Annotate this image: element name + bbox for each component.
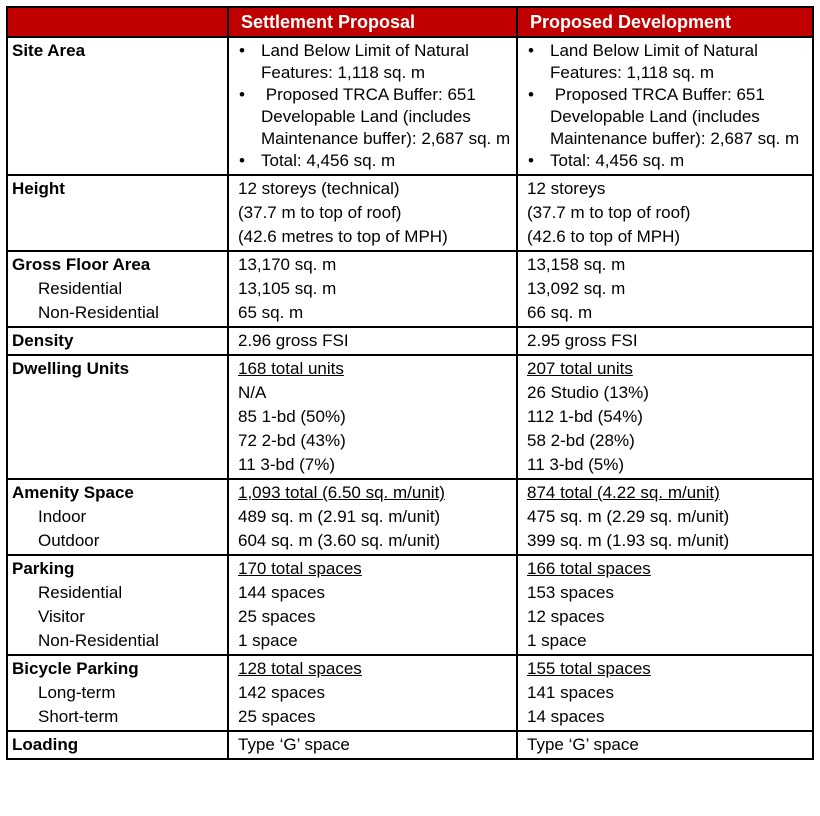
bullet-item: • Proposed TRCA Buffer: 651 Developable Land (includes Maintenance buffer): 2,687 sq. m (518, 84, 808, 150)
label-cell (8, 478, 229, 554)
value-line: 85 1-bd (50%) (238, 407, 346, 426)
table-row-dwelling-units (8, 354, 812, 478)
value-line-total: 874 total (4.22 sq. m/unit) (527, 483, 720, 502)
value-line: Type ‘G’ space (238, 735, 350, 754)
value-line: 11 3-bd (7%) (238, 455, 336, 474)
table-row-bicycle-parking (8, 654, 812, 730)
value-line: 25 spaces (238, 607, 316, 626)
value-line-total: 155 total spaces (527, 659, 651, 678)
table-row-parking (8, 554, 812, 654)
value-line-total: 168 total units (238, 359, 344, 378)
sub-label: Outdoor (38, 531, 100, 550)
proposed-cell (518, 654, 812, 730)
bullet-item: • Land Below Limit of Natural Features: 1,118 sq. m (518, 40, 808, 84)
table-row-site-area (8, 36, 812, 174)
settlement-cell (229, 478, 518, 554)
value-line: 153 spaces (527, 583, 614, 602)
settlement-cell (229, 730, 518, 758)
label-cell (8, 354, 229, 478)
row-label: Gross Floor Area (12, 255, 151, 274)
table-row-height (8, 174, 812, 250)
row-label: Site Area (12, 41, 86, 60)
label-cell (8, 250, 229, 326)
value-line: 13,105 sq. m (238, 279, 337, 298)
value-line: 475 sq. m (2.29 sq. m/unit) (527, 507, 730, 526)
sub-label: Residential (38, 279, 123, 298)
value-line: 65 sq. m (238, 303, 304, 322)
label-cell (8, 174, 229, 250)
value-line: 2.95 gross FSI (527, 331, 638, 350)
sub-label: Long-term (38, 683, 116, 702)
label-cell (8, 326, 229, 354)
header-proposed-development: Proposed Development (518, 8, 812, 36)
value-line: 13,158 sq. m (527, 255, 626, 274)
table-header-row (8, 8, 812, 36)
proposed-cell (518, 326, 812, 354)
value-line: 399 sq. m (1.93 sq. m/unit) (527, 531, 730, 550)
header-blank-cell (8, 8, 229, 36)
value-line: 142 spaces (238, 683, 325, 702)
settlement-cell (229, 654, 518, 730)
value-line-total: 207 total units (527, 359, 633, 378)
settlement-cell (229, 326, 518, 354)
value-line: 12 storeys (technical) (238, 179, 400, 198)
value-line: (42.6 to top of MPH) (527, 227, 681, 246)
value-line: 13,092 sq. m (527, 279, 626, 298)
settlement-bullet-list (229, 40, 512, 172)
value-line: 112 1-bd (54%) (527, 407, 643, 426)
bullet-item: • Proposed TRCA Buffer: 651 Developable Land (includes Maintenance buffer): 2,687 sq. m (229, 84, 512, 150)
value-line: 12 storeys (527, 179, 606, 198)
settlement-cell (229, 354, 518, 478)
label-cell (8, 554, 229, 654)
value-line-total: 166 total spaces (527, 559, 651, 578)
label-cell (8, 654, 229, 730)
sub-label: Non-Residential (38, 631, 159, 650)
settlement-cell (229, 250, 518, 326)
proposed-cell (518, 174, 812, 250)
table-row-gross-floor-area (8, 250, 812, 326)
sub-label: Non-Residential (38, 303, 159, 322)
value-line: Type ‘G’ space (527, 735, 639, 754)
settlement-cell (229, 36, 518, 174)
sub-label: Indoor (38, 507, 87, 526)
row-label: Dwelling Units (12, 359, 130, 378)
value-line: 12 spaces (527, 607, 605, 626)
proposed-cell (518, 554, 812, 654)
value-line: 144 spaces (238, 583, 325, 602)
value-line: N/A (238, 383, 267, 402)
value-line: 1 space (238, 631, 298, 650)
label-cell (8, 730, 229, 758)
value-line: 13,170 sq. m (238, 255, 337, 274)
value-line: 489 sq. m (2.91 sq. m/unit) (238, 507, 441, 526)
bullet-item: • Total: 4,456 sq. m (229, 150, 512, 172)
row-label: Loading (12, 735, 79, 754)
value-line-total: 128 total spaces (238, 659, 362, 678)
table-row-amenity-space (8, 478, 812, 554)
value-line-total: 1,093 total (6.50 sq. m/unit) (238, 483, 445, 502)
table-row-density (8, 326, 812, 354)
header-settlement-proposal: Settlement Proposal (229, 8, 518, 36)
label-cell (8, 36, 229, 174)
value-line: 58 2-bd (28%) (527, 431, 635, 450)
bullet-item: • Total: 4,456 sq. m (518, 150, 808, 172)
value-line: (37.7 m to top of roof) (527, 203, 691, 222)
value-line: 604 sq. m (3.60 sq. m/unit) (238, 531, 441, 550)
proposed-bullet-list (518, 40, 808, 172)
value-line: 141 spaces (527, 683, 614, 702)
value-line: 14 spaces (527, 707, 605, 726)
sub-label: Short-term (38, 707, 119, 726)
row-label: Bicycle Parking (12, 659, 139, 678)
table-row-loading (8, 730, 812, 758)
value-line: 26 Studio (13%) (527, 383, 649, 402)
proposed-cell (518, 354, 812, 478)
proposed-cell (518, 730, 812, 758)
value-line: 1 space (527, 631, 587, 650)
sub-label: Visitor (38, 607, 85, 626)
settlement-cell (229, 174, 518, 250)
proposed-cell (518, 478, 812, 554)
value-line: 11 3-bd (5%) (527, 455, 625, 474)
row-label: Height (12, 179, 65, 198)
value-line: 66 sq. m (527, 303, 593, 322)
proposed-cell (518, 36, 812, 174)
bullet-item: • Land Below Limit of Natural Features: 1,118 sq. m (229, 40, 512, 84)
proposed-cell (518, 250, 812, 326)
value-line: (37.7 m to top of roof) (238, 203, 402, 222)
row-label: Density (12, 331, 74, 350)
value-line: 25 spaces (238, 707, 316, 726)
comparison-table (6, 6, 814, 760)
value-line: 72 2-bd (43%) (238, 431, 346, 450)
row-label: Amenity Space (12, 483, 134, 502)
value-line: 2.96 gross FSI (238, 331, 349, 350)
value-line: (42.6 metres to top of MPH) (238, 227, 448, 246)
value-line-total: 170 total spaces (238, 559, 362, 578)
sub-label: Residential (38, 583, 123, 602)
row-label: Parking (12, 559, 75, 578)
settlement-cell (229, 554, 518, 654)
